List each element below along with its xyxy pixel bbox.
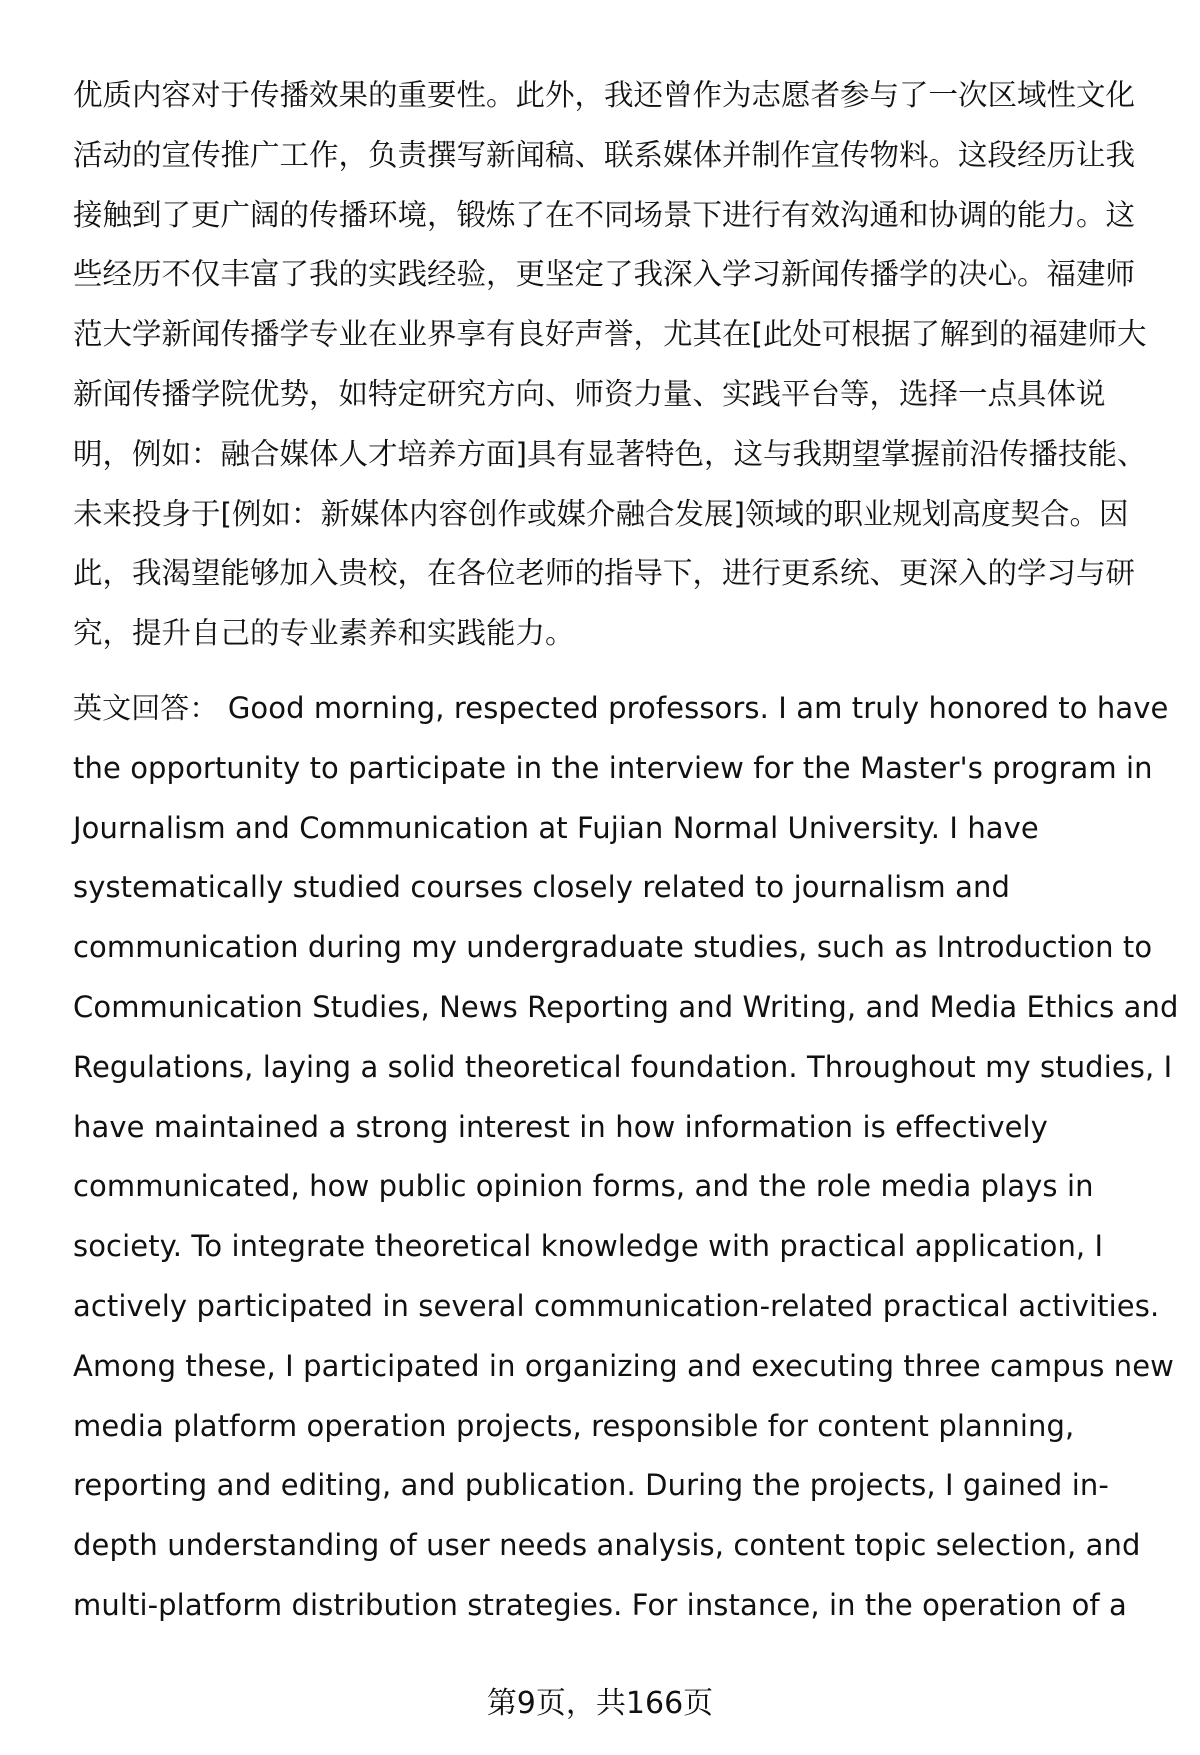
text-line: communication during my undergraduate studies, such as Introduction to — [73, 930, 1153, 965]
page-number-footer: 第9页，共166页 — [486, 1686, 714, 1721]
text-line: society. To integrate theoretical knowledge with practical application, I — [73, 1229, 1104, 1264]
text-line: 接触到了更广阔的传播环境，锻炼了在不同场景下进行有效沟通和协调的能力。这 — [73, 197, 1136, 232]
paragraph-gap — [73, 664, 1163, 679]
text-line: Journalism and Communication at Fujian Normal University. I have — [73, 810, 1039, 845]
english-paragraph — [73, 679, 1179, 1636]
text-line: 英文回答： Good morning, respected professors. I am truly honored to have — [73, 690, 1169, 725]
text-line: 些经历不仅丰富了我的实践经验，更坚定了我深入学习新闻传播学的决心。福建师 — [73, 257, 1136, 292]
text-line: Regulations, laying a solid theoretical foundation. Throughout my studies, I — [73, 1049, 1173, 1084]
text-line: communicated, how public opinion forms, and the role media plays in — [73, 1169, 1094, 1204]
text-line: depth understanding of user needs analysis, content topic selection, and — [73, 1528, 1141, 1563]
text-line: 未来投身于[例如：新媒体内容创作或媒介融合发展]领域的职业规划高度契合。因 — [73, 496, 1129, 531]
text-line: the opportunity to participate in the interview for the Master's program in — [73, 750, 1153, 785]
text-line: Communication Studies, News Reporting and Writing, and Media Ethics and — [73, 989, 1179, 1024]
text-line: have maintained a strong interest in how information is effectively — [73, 1109, 1048, 1144]
text-line: 优质内容对于传播效果的重要性。此外，我还曾作为志愿者参与了一次区域性文化 — [73, 78, 1136, 112]
text-line: 明，例如：融合媒体人才培养方面]具有显著特色，这与我期望掌握前沿传播技能、 — [73, 436, 1147, 471]
text-line: 活动的宣传推广工作，负责撰写新闻稿、联系媒体并制作宣传物料。这段经历让我 — [73, 137, 1136, 172]
text-line: 范大学新闻传播学专业在业界享有良好声誉，尤其在[此处可根据了解到的福建师大 — [73, 317, 1147, 352]
text-line: 新闻传播学院优势，如特定研究方向、师资力量、实践平台等，选择一点具体说 — [73, 376, 1106, 411]
text-line: systematically studied courses closely related to journalism and — [73, 870, 1010, 905]
text-line: 究，提升自己的专业素养和实践能力。 — [73, 616, 575, 651]
text-line: multi-platform distribution strategies. For instance, in the operation of a — [73, 1587, 1127, 1622]
chinese-paragraph — [73, 66, 1163, 664]
page-content — [73, 66, 1179, 1636]
text-line: Among these, I participated in organizing and executing three campus new — [73, 1348, 1174, 1383]
text-line: actively participated in several communication-related practical activities. — [73, 1288, 1160, 1323]
text-line: media platform operation projects, responsible for content planning, — [73, 1408, 1075, 1443]
text-line: 此，我渴望能够加入贵校，在各位老师的指导下，进行更系统、更深入的学习与研 — [73, 556, 1136, 591]
text-line: reporting and editing, and publication. During the projects, I gained in- — [73, 1468, 1109, 1503]
